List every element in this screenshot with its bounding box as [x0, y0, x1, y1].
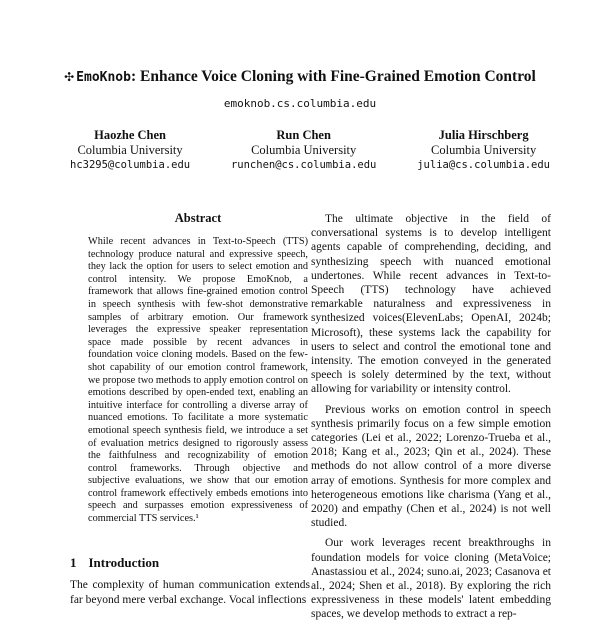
right-column: [311, 212, 551, 628]
body-paragraph: Previous works on emotion control in speech synthesis primarily focus on a few simple emotion categories (Lei et al., 2022; Lorenzo-Trueba et al., 2018; Kang et al., 2023; Qin et al., 2024). These methods do not allow control of a more diverse array of emotions. Synthesis for more complex and heterogeneous emotions like charisma (Yang et al., 2020) and empathy (Chen et al., 2024) is not well studied.: [311, 403, 551, 530]
author-affiliation: Columbia University: [431, 143, 537, 157]
author-name: Haozhe Chen: [94, 128, 166, 142]
body-paragraph: Our work leverages recent breakthroughs in foundation models for voice cloning (MetaVoice; Anastassiou et al., 2024; suno.ai, 2023; Casanova et al., 2024; Shen et al., 2018). By exploring the rich expressiveness in these models' latent embedding spaces, we develop methods to extract a rep-: [311, 537, 551, 621]
paper-title: [0, 68, 600, 86]
author-email[interactable]: runchen@cs.columbia.edu: [230, 159, 377, 171]
abstract-heading: Abstract: [174, 211, 222, 225]
abstract-text: While recent advances in Text-to-Speech (TTS) technology produce natural and expressive speech, they lack the option for users to select emotion and control intensity. We propose EmoKnob, a framework that allows fine-grained emotion control in speech synthesis with few-shot demonstrative samples of arbitrary emotion. Our framework leverages the expressive speaker representation space made possible by recent advances in foundation voice cloning models. Based on the few-shot capability of our emotion control framework, we propose two methods to apply emotion control on emotions described by open-ended text, enabling an intuitive interface for controlling a diverse array of nuanced emotions. To facilitate a more systematic emotional speech synthesis field, we introduce a set of evaluation metrics designed to rigorously assess the faithfulness and recognizability of emotion control frameworks. Through objective and subjective evaluations, we show that our emotion control framework effectively embeds emotions into speech and surpasses emotion expressiveness of commercial TTS services.¹: [88, 236, 308, 525]
body-paragraph: The ultimate objective in the field of conversational systems is to develop intelligent agents capable of comprehending, deciding, and synthesizing speech with nuanced emotional undertones. While recent advances in Text-to-Speech (TTS) technology have achieved remarkable naturalness and expressiveness in synthesized voices(ElevenLabs; OpenAI, 2024b; Microsoft), these systems lack the capability for users to select and control the emotional tone and intensity. The emotion conveyed in the generated speech is solely determined by the text, without allowing for variability or intensity control.: [311, 213, 551, 396]
project-url[interactable]: emoknob.cs.columbia.edu: [223, 97, 377, 110]
author-block: [231, 128, 376, 173]
author-affiliation: Columbia University: [251, 143, 357, 157]
author-block: [70, 128, 190, 173]
section-number: 1: [70, 555, 77, 570]
author-email[interactable]: julia@cs.columbia.edu: [417, 159, 550, 171]
author-block: [417, 128, 550, 173]
title-rest-text: : Enhance Voice Cloning with Fine-Grained Emotion Control: [130, 68, 536, 85]
author-list: [70, 128, 550, 173]
intro-paragraph: The complexity of human communication extends far beyond mere verbal exchange. Vocal inflections: [70, 579, 310, 606]
author-email[interactable]: hc3295@columbia.edu: [70, 159, 191, 171]
section-title: Introduction: [88, 555, 160, 570]
title-mono-text: EmoKnob: [76, 70, 131, 85]
author-name: Run Chen: [276, 128, 331, 142]
section-heading: [70, 555, 159, 571]
author-name: Julia Hirschberg: [438, 128, 529, 142]
emoknob-logo-icon: ✣: [64, 70, 75, 84]
author-affiliation: Columbia University: [77, 143, 183, 157]
